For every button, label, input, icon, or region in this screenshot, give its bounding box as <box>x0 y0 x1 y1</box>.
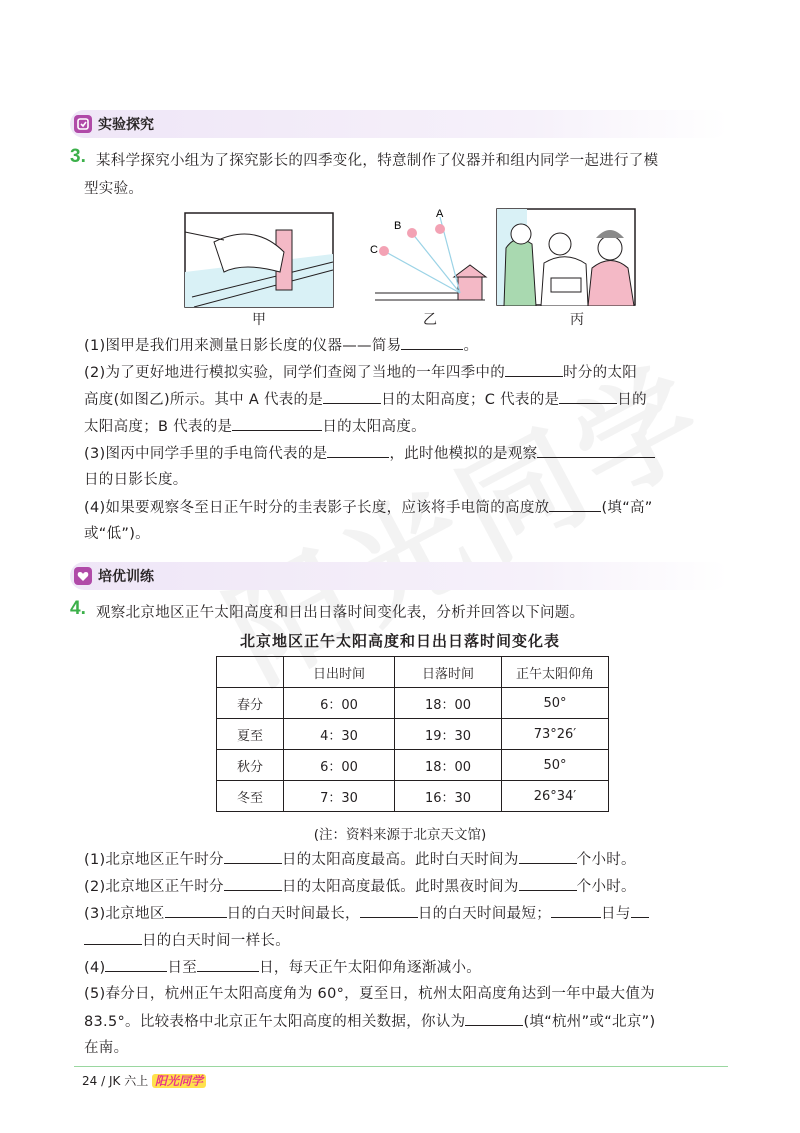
answer-blank[interactable] <box>323 389 381 404</box>
footer-separator: / <box>101 1074 106 1088</box>
answer-blank[interactable] <box>631 903 649 918</box>
figure-jia-guibiao <box>184 212 334 308</box>
answer-blank[interactable] <box>232 416 322 431</box>
section-title: 培优训练 <box>98 569 154 585</box>
book-code: JK 六上 <box>108 1074 149 1088</box>
answer-blank[interactable] <box>549 497 601 512</box>
figure-label-bing: 丙 <box>570 312 584 328</box>
answer-blank[interactable] <box>84 930 142 945</box>
table-cell: 6：00 <box>284 750 395 781</box>
q3-p2-line2: 高度(如图乙)所示。其中 A 代表的是 日的太阳高度；C 代表的是 日的 <box>84 389 647 410</box>
q3-p1: (1)图甲是我们用来测量日影长度的仪器——简易 。 <box>84 335 478 356</box>
section-header-advanced <box>70 562 728 590</box>
answer-blank[interactable] <box>465 1011 523 1026</box>
table-cell: 50° <box>502 750 609 781</box>
answer-blank[interactable] <box>537 443 655 458</box>
table-header: 日出时间 <box>284 657 395 688</box>
table-title: 北京地区正午太阳高度和日出日落时间变化表 <box>239 632 560 650</box>
q4-p4: (4) 日至 日，每天正午太阳仰角逐渐减小。 <box>84 957 481 978</box>
answer-blank[interactable] <box>224 849 282 864</box>
question-number: 4. <box>70 598 86 619</box>
table-cell: 秋分 <box>217 750 284 781</box>
answer-blank[interactable] <box>197 957 259 972</box>
answer-blank[interactable] <box>165 903 227 918</box>
table-cell: 19：30 <box>395 719 502 750</box>
table-cell: 18：00 <box>395 688 502 719</box>
figure-label-yi: 乙 <box>423 312 437 328</box>
q3-p2-line1: (2)为了更好地进行模拟实验，同学们查阅了当地的一年四季中的 时分的太阳 <box>84 362 637 383</box>
section-title: 实验探究 <box>98 117 154 133</box>
answer-blank[interactable] <box>327 443 389 458</box>
q4-p5-line1: (5)春分日，杭州正午太阳高度角为 60°，夏至日，杭州太阳高度角达到一年中最大值为 <box>84 986 655 1002</box>
q4-p1: (1)北京地区正午时分 日的太阳高度最高。此时白天时间为 个小时。 <box>84 849 636 870</box>
q3-p3-line1: (3)图丙中同学手里的手电筒代表的是 ，此时他模拟的是观察 <box>84 443 655 464</box>
table-row <box>217 750 609 781</box>
table-note: (注：资料来源于北京天文馆) <box>313 827 487 843</box>
table-header-row <box>217 657 609 688</box>
table-cell: 7：30 <box>284 781 395 812</box>
section-header-experiment <box>70 110 728 138</box>
q3-p3-line2: 日的日影长度。 <box>84 472 188 488</box>
q4-intro: 观察北京地区正午太阳高度和日出日落时间变化表，分析并回答以下问题。 <box>96 605 585 621</box>
answer-blank[interactable] <box>519 876 577 891</box>
table-cell: 16：30 <box>395 781 502 812</box>
figure-bing-students <box>496 208 636 306</box>
q3-p2-line3: 太阳高度；B 代表的是 日的太阳高度。 <box>84 416 426 437</box>
answer-blank[interactable] <box>401 335 463 350</box>
answer-blank[interactable] <box>519 849 577 864</box>
table-cell: 夏至 <box>217 719 284 750</box>
q3-intro-line2: 型实验。 <box>84 181 144 197</box>
table-cell: 冬至 <box>217 781 284 812</box>
sun-label-a: A <box>436 208 444 220</box>
page-footer <box>82 1072 206 1089</box>
table-cell: 4：30 <box>284 719 395 750</box>
answer-blank[interactable] <box>105 957 167 972</box>
answer-blank[interactable] <box>360 903 418 918</box>
answer-blank[interactable] <box>559 389 617 404</box>
answer-blank[interactable] <box>505 362 563 377</box>
table-cell: 春分 <box>217 688 284 719</box>
sun-label-b: B <box>394 220 402 232</box>
sun-label-c: C <box>370 244 378 256</box>
table-cell: 6：00 <box>284 688 395 719</box>
brand-logo: 阳光同学 <box>152 1074 206 1088</box>
page-number: 24 <box>82 1074 98 1088</box>
q4-p5-line2: 83.5°。比较表格中北京正午太阳高度的相关数据，你认为 (填“杭州”或“北京”) <box>84 1011 655 1032</box>
q4-p3-line1: (3)北京地区 日的白天时间最长， 日的白天时间最短； 日与 <box>84 903 649 924</box>
answer-blank[interactable] <box>224 876 282 891</box>
experiment-icon <box>74 115 92 133</box>
table-cell: 18：00 <box>395 750 502 781</box>
table-cell: 73°26′ <box>502 719 609 750</box>
question-number: 3. <box>70 146 86 167</box>
footer-divider <box>74 1066 728 1067</box>
answer-blank[interactable] <box>551 903 601 918</box>
sun-data-table <box>216 656 609 812</box>
figure-label-jia: 甲 <box>252 312 266 328</box>
table-row <box>217 719 609 750</box>
q3-intro-line1: 某科学探究小组为了探究影长的四季变化，特意制作了仪器并和组内同学一起进行了模 <box>96 153 659 169</box>
heart-shield-icon <box>74 567 92 585</box>
table-cell: 26°34′ <box>502 781 609 812</box>
table-header: 正午太阳仰角 <box>502 657 609 688</box>
table-header: 日落时间 <box>395 657 502 688</box>
q4-p3-line2: 日的白天时间一样长。 <box>84 930 290 951</box>
table-cell: 50° <box>502 688 609 719</box>
table-row <box>217 688 609 719</box>
table-header <box>217 657 284 688</box>
q3-p4-line2: 或“低”)。 <box>84 526 150 542</box>
q3-p4-line1: (4)如果要观察冬至日正午时分的圭表影子长度，应该将手电筒的高度放 (填“高” <box>84 497 653 518</box>
table-row <box>217 781 609 812</box>
figure-yi-sun-heights <box>370 205 490 305</box>
q4-p2: (2)北京地区正午时分 日的太阳高度最低。此时黑夜时间为 个小时。 <box>84 876 636 897</box>
q4-p5-line3: 在南。 <box>84 1040 129 1056</box>
